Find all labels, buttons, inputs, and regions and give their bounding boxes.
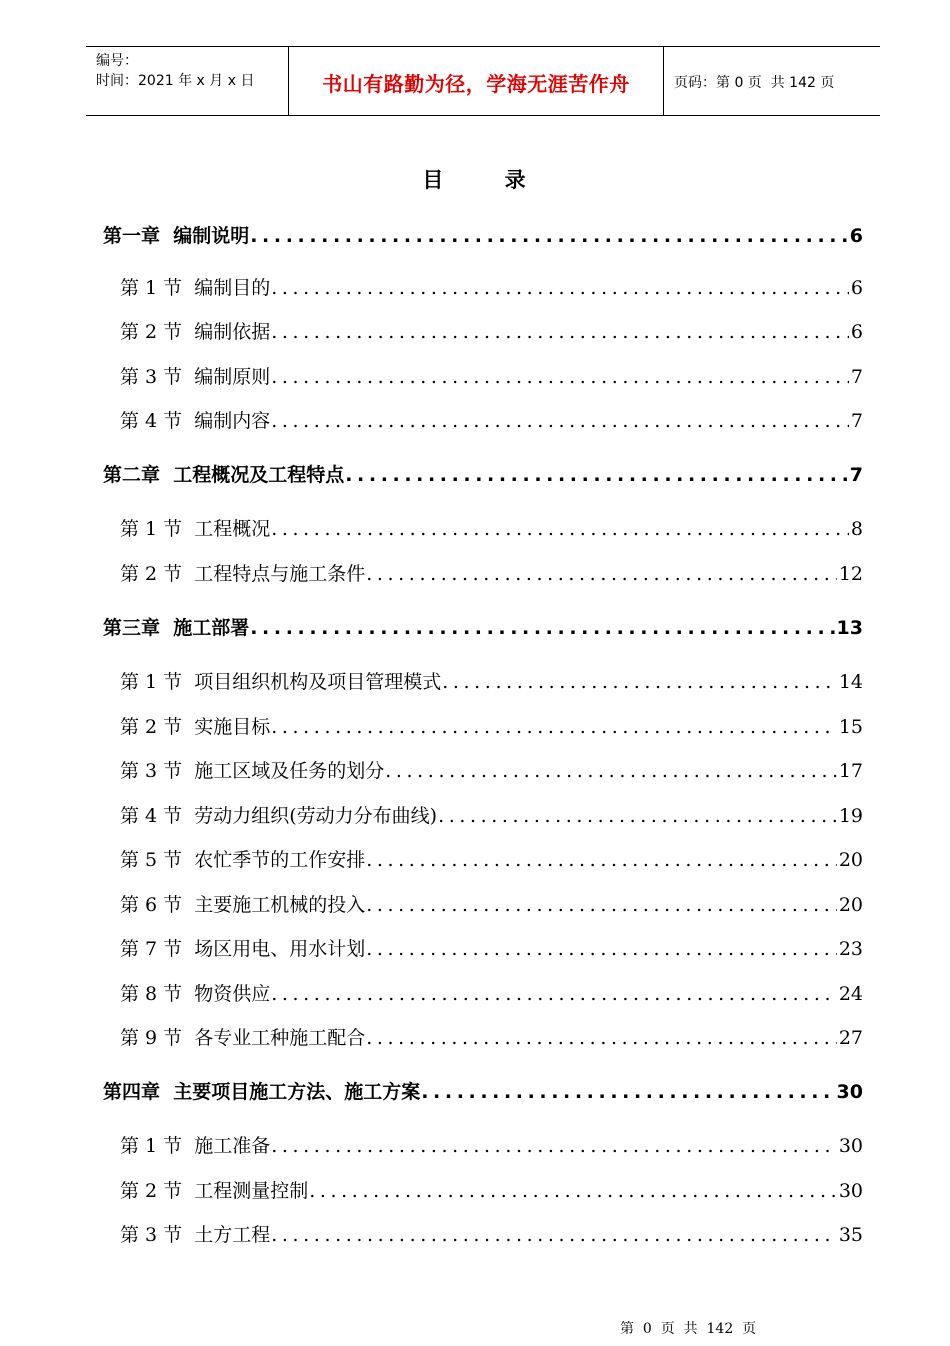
toc-title: 目 录 — [422, 168, 528, 192]
toc-leader-dots — [250, 225, 848, 247]
toc-section-entry[interactable] — [120, 273, 863, 303]
toc-leader-dots — [250, 617, 834, 639]
toc-section-entry[interactable] — [120, 1023, 863, 1053]
toc-section-entry[interactable] — [120, 1220, 863, 1250]
toc-entry-label: 第一章 编制说明 — [103, 225, 250, 247]
toc-page-number: 30 — [836, 1081, 863, 1103]
toc-page-number: 7 — [850, 366, 863, 388]
header-page-info — [674, 72, 834, 92]
toc-section-entry[interactable] — [120, 979, 863, 1009]
toc-leader-dots — [271, 277, 849, 299]
toc-entry-label: 第 1 节 施工准备 — [120, 1135, 271, 1157]
toc-chapter-entry[interactable] — [103, 1077, 863, 1107]
toc-chapter-entry[interactable] — [103, 613, 863, 643]
toc-leader-dots — [366, 938, 837, 960]
toc-leader-dots — [271, 518, 849, 540]
toc-entry-label: 第 2 节 工程测量控制 — [120, 1180, 309, 1202]
toc-page-number: 14 — [838, 671, 863, 693]
toc-entry-label: 第三章 施工部署 — [103, 617, 250, 639]
toc-chapter-entry[interactable] — [103, 460, 863, 490]
toc-page-number: 7 — [850, 410, 863, 432]
toc-chapter-entry[interactable] — [103, 221, 863, 251]
toc-page-number: 6 — [850, 277, 863, 299]
toc-entry-label: 第 2 节 实施目标 — [120, 716, 271, 738]
page-footer: 第 0 页 共 142 页 — [620, 1321, 757, 1337]
toc-entry-label: 第 1 节 编制目的 — [120, 277, 271, 299]
toc-section-entry[interactable] — [120, 801, 863, 831]
toc-entry-label: 第四章 主要项目施工方法、施工方案 — [103, 1081, 421, 1103]
toc-entry-label: 第 2 节 工程特点与施工条件 — [120, 563, 366, 585]
toc-entry-label: 第 1 节 工程概况 — [120, 518, 271, 540]
toc-entry-label: 第 8 节 物资供应 — [120, 983, 271, 1005]
toc-leader-dots — [271, 366, 849, 388]
toc-entry-label: 第 4 节 编制内容 — [120, 410, 271, 432]
toc-page-number: 30 — [838, 1180, 863, 1202]
toc-section-entry[interactable] — [120, 514, 863, 544]
toc-entry-label: 第 3 节 施工区域及任务的划分 — [120, 760, 385, 782]
toc-page-number: 17 — [838, 760, 863, 782]
toc-leader-dots — [271, 410, 849, 432]
toc-section-entry[interactable] — [120, 559, 863, 589]
toc-section-entry[interactable] — [120, 362, 863, 392]
toc-entry-label: 第二章 工程概况及工程特点 — [103, 464, 345, 486]
toc-page-number: 27 — [838, 1027, 863, 1049]
toc-leader-dots — [366, 1027, 837, 1049]
toc-leader-dots — [421, 1081, 834, 1103]
toc-section-entry[interactable] — [120, 406, 863, 436]
toc-leader-dots — [309, 1180, 837, 1202]
toc-section-entry[interactable] — [120, 1176, 863, 1206]
toc-page-number: 20 — [838, 849, 863, 871]
toc-leader-dots — [271, 983, 837, 1005]
toc-leader-dots — [385, 760, 837, 782]
page-header — [86, 46, 880, 116]
toc-leader-dots — [345, 464, 848, 486]
toc-section-entry[interactable] — [120, 890, 863, 920]
toc-page-number: 15 — [838, 716, 863, 738]
toc-entry-label: 第 2 节 编制依据 — [120, 321, 271, 343]
toc-page-number: 13 — [836, 617, 863, 639]
toc-section-entry[interactable] — [120, 845, 863, 875]
header-meta — [96, 51, 254, 91]
toc-page-number: 6 — [849, 225, 863, 247]
toc-page-number: 8 — [850, 518, 863, 540]
toc-leader-dots — [271, 1135, 837, 1157]
toc-section-entry[interactable] — [120, 317, 863, 347]
toc-section-entry[interactable] — [120, 934, 863, 964]
header-motto: 书山有路勤为径，学海无涯苦作舟 — [322, 72, 630, 96]
toc-entry-label: 第 9 节 各专业工种施工配合 — [120, 1027, 366, 1049]
toc-page-number: 7 — [849, 464, 863, 486]
toc-leader-dots — [366, 563, 837, 585]
toc-leader-dots — [438, 805, 837, 827]
toc-leader-dots — [271, 321, 849, 343]
toc-entry-label: 第 6 节 主要施工机械的投入 — [120, 894, 366, 916]
toc-entry-label: 第 5 节 农忙季节的工作安排 — [120, 849, 366, 871]
toc-page-number: 23 — [838, 938, 863, 960]
document-number-label: 编号： — [96, 53, 138, 69]
document-time-label: 时间：2021 年 x 月 x 日 — [96, 73, 255, 89]
toc-entry-label: 第 3 节 土方工程 — [120, 1224, 271, 1246]
toc-leader-dots — [271, 1224, 837, 1246]
toc-entry-label: 第 4 节 劳动力组织(劳动力分布曲线) — [120, 805, 438, 827]
toc-page-number: 20 — [838, 894, 863, 916]
toc-entry-label: 第 7 节 场区用电、用水计划 — [120, 938, 366, 960]
toc-leader-dots — [271, 716, 837, 738]
toc-page-number: 30 — [838, 1135, 863, 1157]
header-page-label: 页码：第 0 页 共 142 页 — [674, 75, 835, 91]
toc-section-entry[interactable] — [120, 1131, 863, 1161]
toc-page-number: 12 — [838, 563, 863, 585]
toc-page-number: 6 — [850, 321, 863, 343]
toc-page-number: 19 — [838, 805, 863, 827]
toc-section-entry[interactable] — [120, 712, 863, 742]
toc-leader-dots — [442, 671, 837, 693]
toc-page-number: 35 — [838, 1224, 863, 1246]
toc-page-number: 24 — [838, 983, 863, 1005]
toc-section-entry[interactable] — [120, 756, 863, 786]
toc-leader-dots — [366, 849, 837, 871]
toc-section-entry[interactable] — [120, 667, 863, 697]
header-divider — [663, 47, 664, 115]
toc-entry-label: 第 3 节 编制原则 — [120, 366, 271, 388]
toc-entry-label: 第 1 节 项目组织机构及项目管理模式 — [120, 671, 442, 693]
toc-leader-dots — [366, 894, 837, 916]
